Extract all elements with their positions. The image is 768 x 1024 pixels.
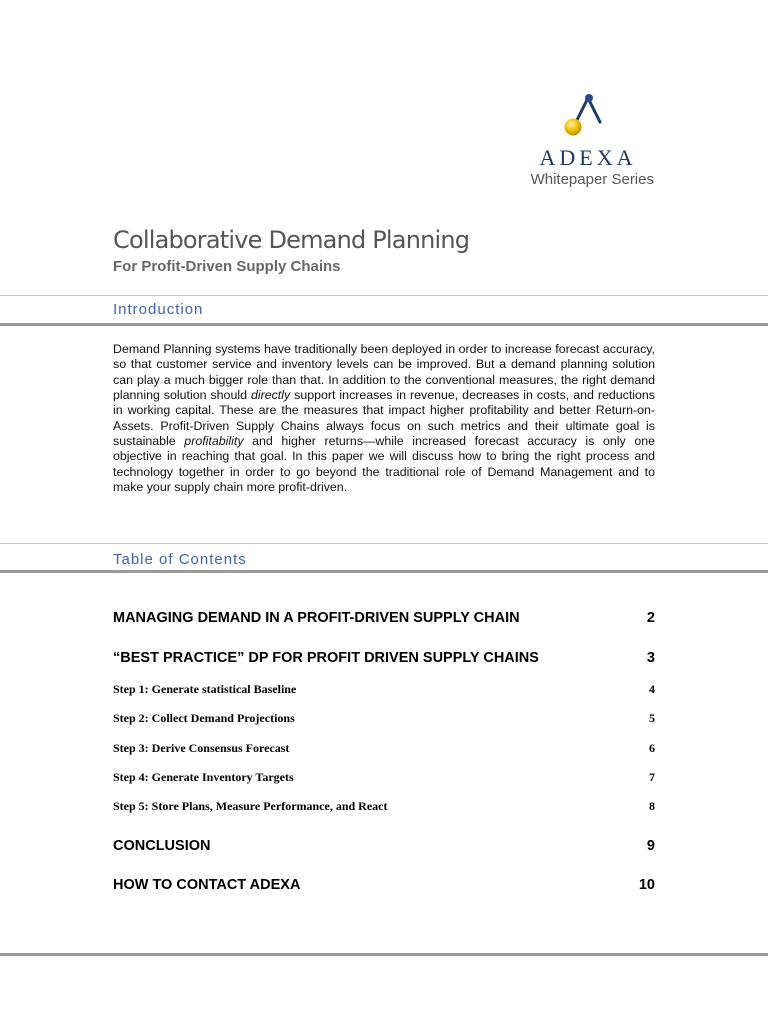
toc-entry-page: 10 — [638, 877, 655, 893]
toc-entry-title: Step 2: Collect Demand Projections — [113, 711, 295, 725]
toc-entry-conclusion[interactable] — [113, 838, 655, 854]
toc-entry-best-practice[interactable] — [113, 650, 655, 666]
whitepaper-series-label: Whitepaper Series — [530, 171, 654, 188]
introduction-text: Demand Planning systems have traditionally been deployed in order to increase forecast accuracy, so that customer service and inventory levels can be improved. But a demand planning solution can play a much bigger role than that. In addition to the conventional measures, the right demand planning solution should directly support increases in revenue, decreases in costs, and reductions in working capital. These are the measures that impact higher profitability and better Return-on-Assets. Profit-Driven Supply Chains always focus on such metrics and their ultimate goal is sustainable profitability and higher returns—while increased forecast accuracy is only one objective in reaching that goal. In this paper we will discuss how to bring the right process and technology together in order to go beyond the traditional role of Demand Management and to make your supply chain more profit-driven. — [113, 342, 655, 495]
divider — [0, 570, 768, 573]
divider — [0, 323, 768, 326]
toc-entry-page: 7 — [649, 770, 655, 784]
toc-entry-title: MANAGING DEMAND IN A PROFIT-DRIVEN SUPPLY CHAIN — [113, 610, 520, 626]
toc-heading: Table of Contents — [113, 551, 247, 568]
page-title: Collaborative Demand Planning — [113, 226, 470, 254]
toc-entry-page: 5 — [649, 711, 655, 725]
divider — [0, 543, 768, 544]
toc-entry-page: 4 — [649, 682, 655, 696]
emphasis-profitability: profitability — [184, 434, 244, 449]
adexa-logo-icon — [562, 90, 612, 142]
toc-entry-step-3[interactable] — [113, 741, 655, 756]
page-subtitle: For Profit-Driven Supply Chains — [113, 258, 341, 275]
introduction-heading: Introduction — [113, 301, 204, 318]
toc-entry-title: Step 5: Store Plans, Measure Performance, and React — [113, 799, 388, 813]
toc-entry-title: HOW TO CONTACT ADEXA — [113, 877, 301, 893]
toc-entry-step-2[interactable] — [113, 711, 655, 726]
toc-entry-step-1[interactable] — [113, 682, 655, 697]
toc-entry-managing-demand[interactable] — [113, 610, 655, 626]
toc-entry-title: Step 1: Generate statistical Baseline — [113, 682, 297, 696]
toc-entry-title: CONCLUSION — [113, 838, 211, 854]
toc-entry-title: Step 4: Generate Inventory Targets — [113, 770, 294, 784]
toc-entry-step-5[interactable] — [113, 799, 655, 814]
toc-entry-contact[interactable] — [113, 877, 655, 893]
toc-entry-page: 6 — [649, 741, 655, 755]
toc-entry-page: 8 — [649, 799, 655, 813]
toc-entry-page: 9 — [646, 838, 655, 854]
toc-entry-page: 2 — [646, 610, 655, 626]
toc-entry-step-4[interactable] — [113, 770, 655, 785]
toc-entry-title: “BEST PRACTICE” DP FOR PROFIT DRIVEN SUPPLY CHAINS — [113, 650, 539, 666]
emphasis-directly: directly — [250, 388, 291, 403]
toc-entry-page: 3 — [646, 650, 655, 666]
toc-entry-title: Step 3: Derive Consensus Forecast — [113, 741, 290, 755]
logo-wordmark: ADEXA — [539, 145, 637, 170]
divider — [0, 295, 768, 296]
footer-divider — [0, 953, 768, 956]
